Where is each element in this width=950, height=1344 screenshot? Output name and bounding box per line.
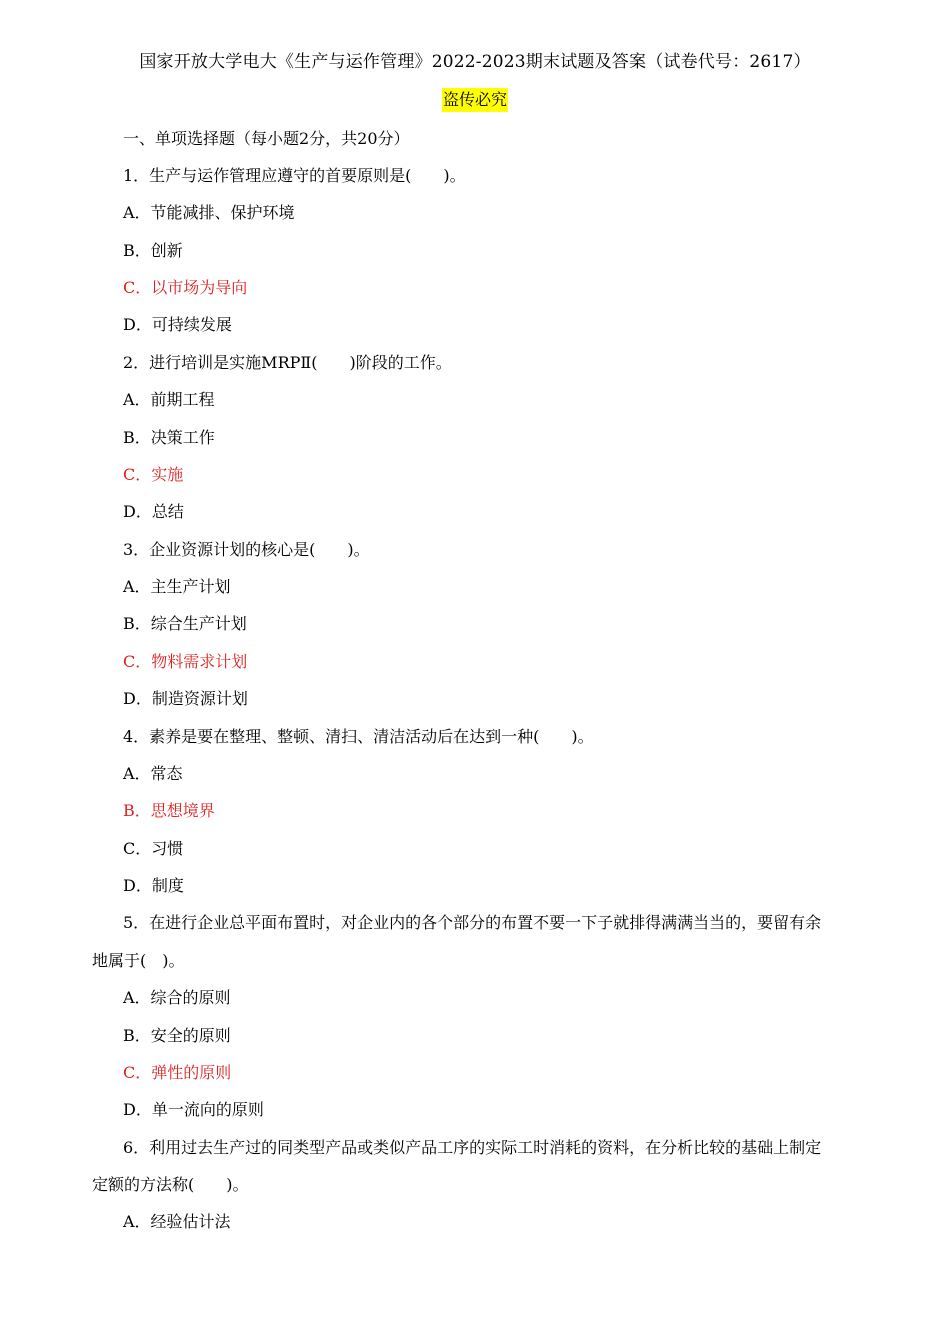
watermark-badge: 盗传必究: [442, 88, 508, 112]
question-line: 定额的方法称( )。: [92, 1175, 249, 1194]
question-line: 3．企业资源计划的核心是( )。: [123, 540, 370, 559]
option-line: A．节能减排、保护环境: [123, 203, 295, 222]
question-line: 地属于( )。: [92, 951, 185, 970]
option-line: B．决策工作: [123, 428, 215, 447]
watermark-container: [0, 88, 950, 112]
answer-option: B．思想境界: [123, 801, 215, 820]
option-line: D．可持续发展: [123, 315, 232, 334]
option-line: D．制度: [123, 876, 184, 895]
document-title: 国家开放大学电大《生产与运作管理》2022-2023期末试题及答案（试卷代号：2617）: [139, 52, 811, 72]
option-line: D．单一流向的原则: [123, 1100, 264, 1119]
option-line: B．安全的原则: [123, 1026, 231, 1045]
question-line: 2．进行培训是实施MRPⅡ( )阶段的工作。: [123, 353, 452, 372]
question-line: 1．生产与运作管理应遵守的首要原则是( )。: [123, 166, 466, 185]
question-line: 4．素养是要在整理、整顿、清扫、清洁活动后在达到一种( )。: [123, 727, 594, 746]
answer-option: C．物料需求计划: [123, 652, 248, 671]
option-line: D．总结: [123, 502, 184, 521]
answer-option: C．以市场为导向: [123, 278, 248, 297]
answer-option: C．弹性的原则: [123, 1063, 232, 1082]
question-line: 5．在进行企业总平面布置时，对企业内的各个部分的布置不要一下子就排得满满当当的，要留有余: [123, 913, 822, 932]
question-line: 6．利用过去生产过的同类型产品或类似产品工序的实际工时消耗的资料，在分析比较的基础上制定: [123, 1138, 822, 1157]
option-line: C．习惯: [123, 839, 184, 858]
option-line: D．制造资源计划: [123, 689, 248, 708]
answer-option: C．实施: [123, 465, 184, 484]
option-line: B．创新: [123, 241, 183, 260]
option-line: A．主生产计划: [123, 577, 231, 596]
option-line: A．前期工程: [123, 390, 215, 409]
option-line: B．综合生产计划: [123, 614, 247, 633]
section-heading: 一、单项选择题（每小题2分，共20分）: [123, 129, 410, 148]
option-line: A．经验估计法: [123, 1212, 231, 1231]
option-line: A．常态: [123, 764, 183, 783]
option-line: A．综合的原则: [123, 988, 231, 1007]
